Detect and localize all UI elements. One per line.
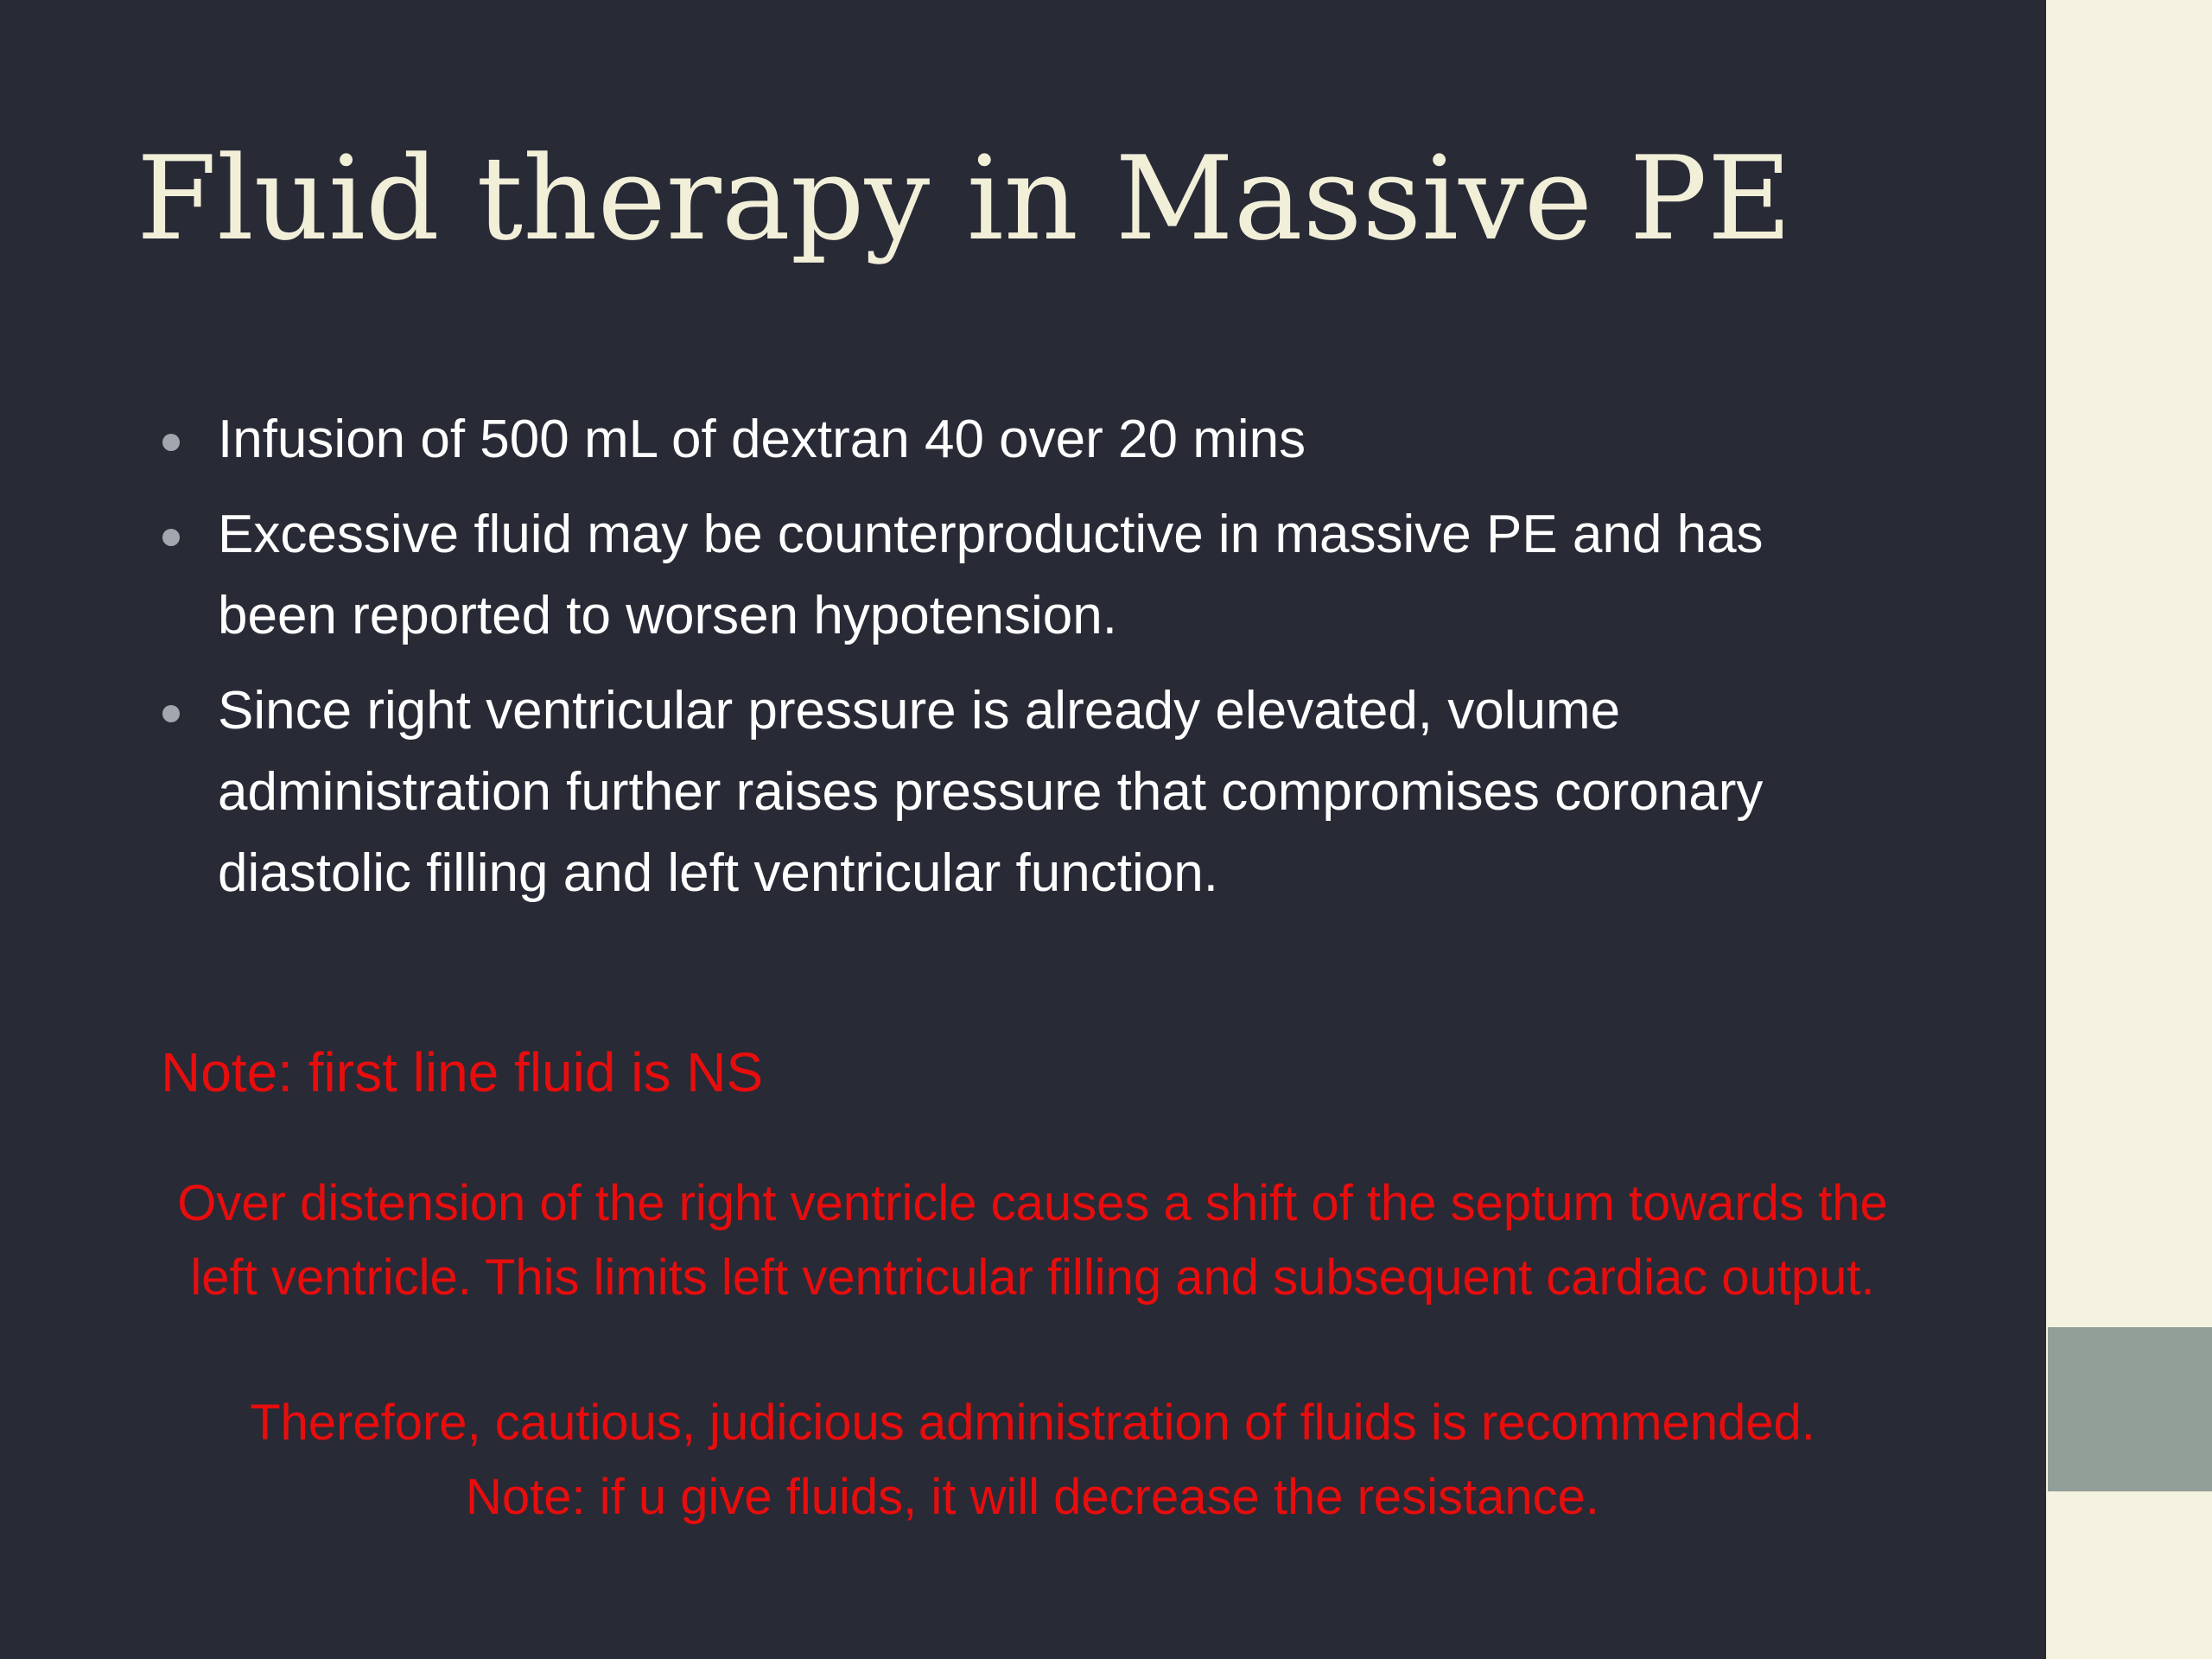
bullet-item <box>156 399 1884 480</box>
bullet-text: Infusion of 500 mL of dextran 40 over 20 mins <box>218 410 1306 469</box>
distension-note <box>35 1166 2031 1315</box>
bullet-item <box>156 671 1884 914</box>
bullet-text: Since right ventricular pressure is already elevated, volume administration further raises pressure that compromises coronary diastolic filling and left ventricular function. <box>218 681 1764 903</box>
slide-title: Fluid therapy in Massive PE <box>137 131 1792 266</box>
therefore-line-2: Note: if u give fluids, it will decrease the resistance. <box>465 1469 1600 1525</box>
distension-line-1: Over distension of the right ventricle causes a shift of the septum towards the <box>177 1175 1888 1231</box>
bullet-item <box>156 494 1884 657</box>
bullet-dot-icon <box>162 705 180 722</box>
note-first-line-fluid: Note: first line fluid is NS <box>161 1041 764 1103</box>
therefore-line-1: Therefore, cautious, judicious administration of fluids is recommended. <box>250 1395 1815 1451</box>
therefore-note <box>35 1386 2031 1535</box>
bullet-dot-icon <box>162 529 180 546</box>
bullet-dot-icon <box>162 434 180 451</box>
bullet-text: Excessive fluid may be counterproductive in massive PE and has been reported to worsen hypotension. <box>218 505 1764 645</box>
distension-line-2: left ventricle. This limits left ventricular filling and subsequent cardiac output. <box>190 1249 1875 1306</box>
bullet-list <box>156 399 1884 928</box>
side-accent-block <box>2048 1327 2212 1491</box>
